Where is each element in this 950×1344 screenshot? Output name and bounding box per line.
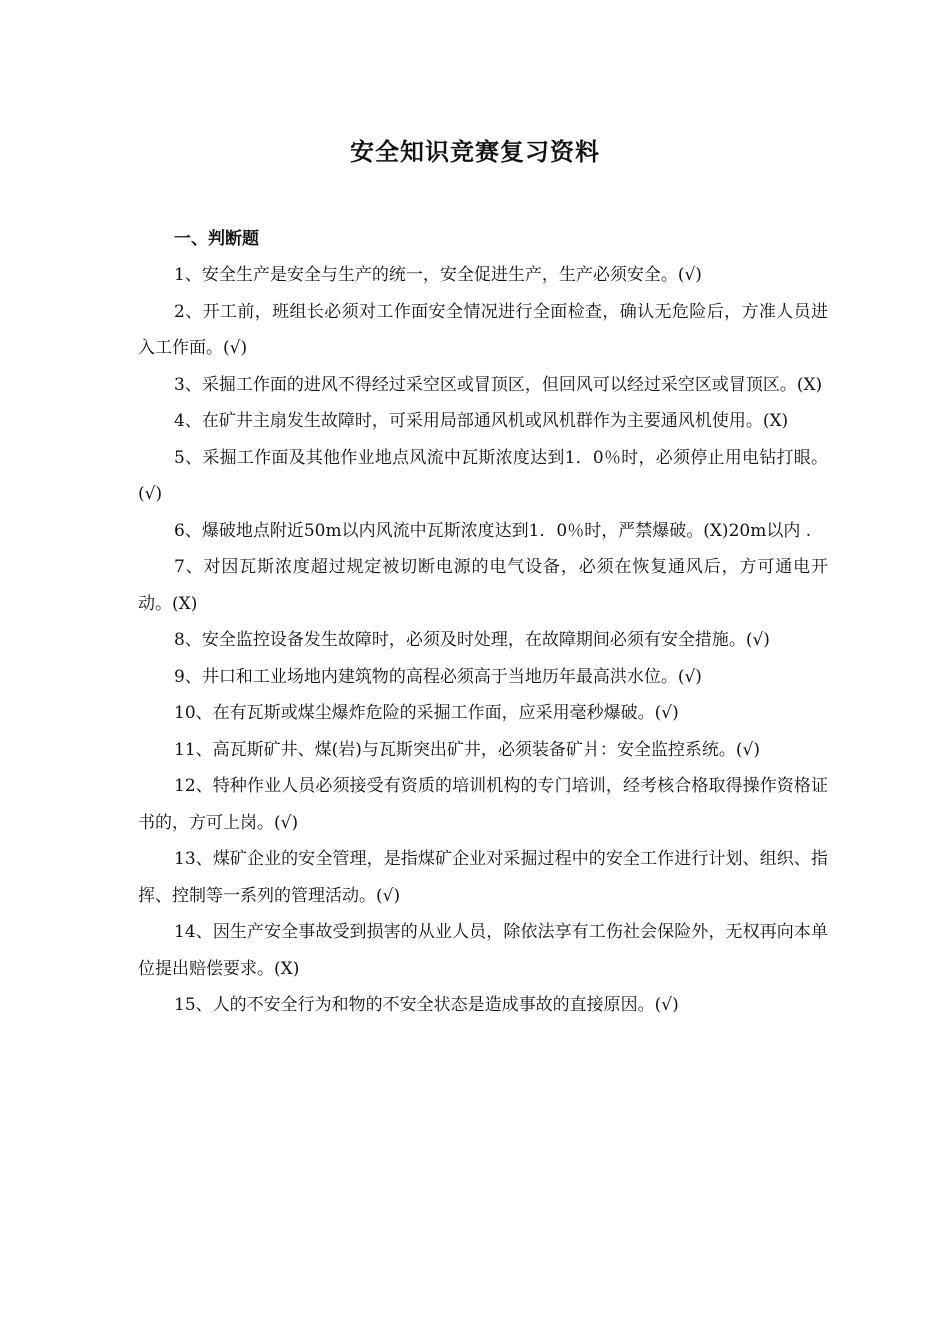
question-item-1: 1、安全生产是安全与生产的统一，安全促进生产，生产必须安全。(√) [174, 265, 702, 285]
question-item-8: 8、安全监控设备发生故障时，必须及时处理，在故障期间必须有安全措施。(√) [174, 630, 770, 650]
question-item-4: 4、在矿井主扇发生故障时，可采用局部通风机或风机群作为主要通风机使用。(X) [174, 411, 789, 431]
question-list [138, 257, 828, 1024]
question-item-9: 9、井口和工业场地内建筑物的高程必须高于当地历年最高洪水位。(√) [174, 666, 702, 687]
question-item-14: 14、因生产安全事故受到损害的从业人员，除依法享有工伤社会保险外，无权再向本单位提出赔偿要求。(X) [138, 922, 828, 979]
question-item-15: 15、人的不安全行为和物的不安全状态是造成事故的直接原因。(√) [174, 995, 679, 1015]
question-item-5: 5、采掘工作面及其他作业地点风流中瓦斯浓度达到1．0％时，必须停止用电钻打眼。(√) [138, 447, 828, 504]
question-item-3: 3、采掘工作面的进风不得经过采空区或冒顶区，但回风可以经过采空区或冒顶区。(X) [174, 374, 823, 395]
question-item-11: 11、高瓦斯矿井、煤(岩)与瓦斯突出矿井，必须装备矿爿：安全监控系统。(√) [174, 739, 760, 760]
question-item-10: 10、在有瓦斯或煤尘爆炸危险的采掘工作面，应采用毫秒爆破。(√) [174, 703, 679, 723]
page-title: 安全知识竞赛复习资料 [350, 138, 600, 166]
question-item-13: 13、煤矿企业的安全管理，是指煤矿企业对采掘过程中的安全工作进行计划、组织、指挥、控制等一系列的管理活动。(√) [138, 849, 828, 906]
question-item-2: 2、开工前，班组长必须对工作面安全情况进行全面检查，确认无危险后，方准人员进入工作面。(√) [138, 301, 828, 358]
section-heading: 一、判断题 [174, 229, 259, 249]
question-item-7: 7、对因瓦斯浓度超过规定被切断电源的电气设备，必须在恢复通风后，方可通电开动。(X) [138, 557, 828, 614]
question-item-6: 6、爆破地点附近50m以内风流中瓦斯浓度达到1．0％时，严禁爆破。(X)20m以内 . [174, 520, 812, 541]
question-item-12: 12、特种作业人员必须接受有资质的培训机构的专门培训，经考核合格取得操作资格证书的，方可上岗。(√) [138, 776, 828, 833]
